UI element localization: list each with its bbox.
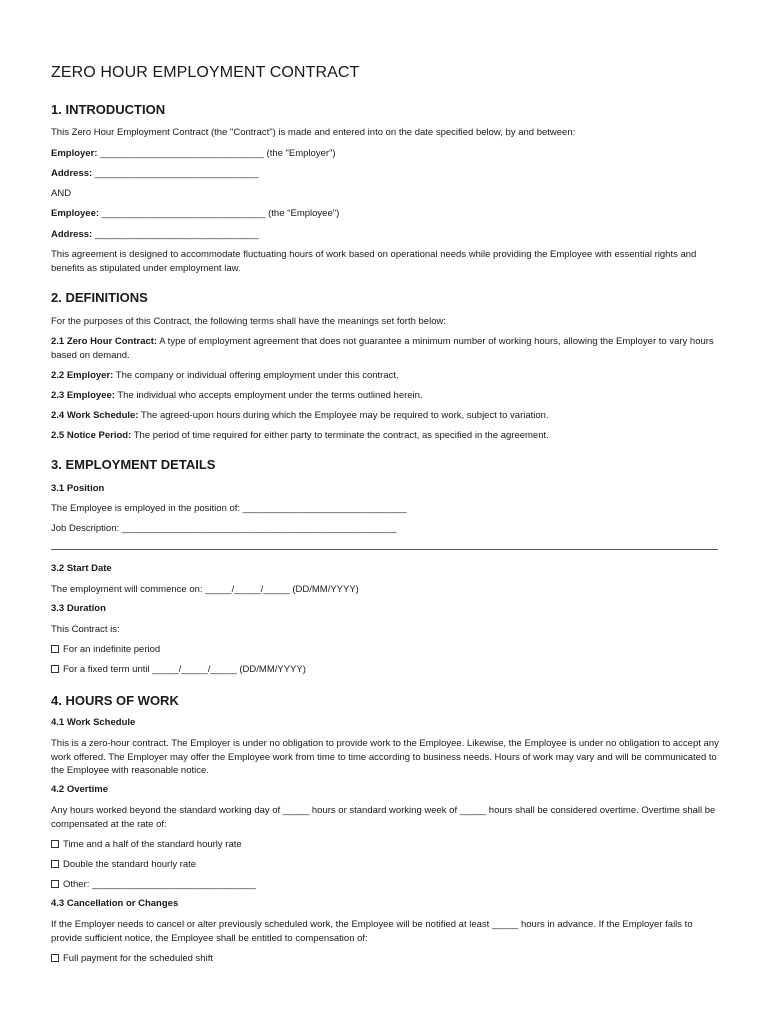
definition-notice-period (51, 429, 549, 443)
definition-text: The agreed-upon hours during which the Employee may be required to work, subject to variation. (138, 410, 549, 421)
intro-paragraph: This Zero Hour Employment Contract (the "Contract") is made and entered into on the date specified below, by and between: (51, 127, 576, 138)
checkbox[interactable] (51, 840, 59, 848)
employer-address-line (51, 167, 259, 181)
definition-term: 2.4 Work Schedule: (51, 410, 139, 421)
employee-line (51, 207, 339, 221)
definition-employer (51, 369, 399, 383)
employee-address-label: Address: (51, 229, 93, 240)
checkbox[interactable] (51, 665, 59, 673)
employee-address-line (51, 228, 259, 242)
work-schedule-paragraph: This is a zero-hour contract. The Employer is under no obligation to provide work to the Employee. Likewise, the Employee is under no obligation to accept any work offered. The Employer may offer the Employee work from time to time according to business needs. Hours of work may vary and will be communicated to the Employee with reasonable notice. (51, 738, 719, 776)
definition-work-schedule (51, 409, 549, 423)
option-label: For an indefinite period (63, 644, 161, 655)
employee-label: Employee: (51, 208, 100, 219)
definition-text: The company or individual offering employment under this contract. (113, 370, 399, 381)
employer-address-label: Address: (51, 168, 93, 179)
cancellation-option-full-payment (51, 952, 213, 966)
cancellation-heading: 4.3 Cancellation or Changes (51, 898, 179, 909)
section-1-heading: 1. INTRODUCTION (51, 102, 166, 117)
checkbox[interactable] (51, 860, 59, 868)
employer-field[interactable]: _______________________________ (the "Employer") (97, 148, 336, 159)
job-description-line[interactable] (51, 549, 718, 550)
checkbox[interactable] (51, 954, 59, 962)
section-4-heading: 4. HOURS OF WORK (51, 693, 179, 708)
job-description-field[interactable]: Job Description: ____________________________________________________ (51, 523, 397, 534)
option-label: Time and a half of the standard hourly rate (63, 839, 242, 850)
option-label: Double the standard hourly rate (63, 859, 197, 870)
position-field[interactable]: The Employee is employed in the position of: _______________________________ (51, 503, 407, 514)
option-indefinite (51, 643, 160, 657)
start-date-field[interactable]: The employment will commence on: _____/_____/_____ (DD/MM/YYYY) (51, 584, 359, 595)
definition-term: 2.2 Employer: (51, 370, 114, 381)
cancellation-paragraph: If the Employer needs to cancel or alter previously scheduled work, the Employee will be notified at least _____ hours in advance. If the Employer fails to provide sufficient notice, the Employee shall be entitled to compensation of: (51, 919, 693, 944)
definition-term: 2.3 Employee: (51, 390, 115, 401)
document-title: ZERO HOUR EMPLOYMENT CONTRACT (51, 64, 360, 81)
option-label: For a fixed term until _____/_____/_____ (DD/MM/YYYY) (63, 664, 306, 675)
definition-term: 2.5 Notice Period: (51, 430, 132, 441)
definition-zero-hour (51, 335, 723, 362)
option-label: Full payment for the scheduled shift (63, 953, 213, 964)
definition-text: The period of time required for either party to terminate the contract, as specified in the agreement. (131, 430, 549, 441)
employee-address-field[interactable]: _______________________________ (92, 229, 259, 240)
overtime-heading: 4.2 Overtime (51, 784, 109, 795)
employer-label: Employer: (51, 148, 98, 159)
overtime-paragraph: Any hours worked beyond the standard working day of _____ hours or standard working week of _____ hours shall be considered overtime. Overtime shall be compensated at the rate of: (51, 805, 716, 830)
overtime-option-time-and-half (51, 838, 242, 852)
definition-text: A type of employment agreement that does not guarantee a minimum number of working hours, allowing the Employer to vary hours based on demand. (51, 336, 714, 361)
employer-line (51, 147, 336, 161)
start-date-heading: 3.2 Start Date (51, 563, 112, 574)
work-schedule-heading: 4.1 Work Schedule (51, 717, 136, 728)
agreement-paragraph: This agreement is designed to accommodate fluctuating hours of work based on operational needs while providing the Employee with essential rights and benefits as stipulated under employment law. (51, 249, 697, 274)
definition-employee (51, 389, 423, 403)
duration-heading: 3.3 Duration (51, 603, 106, 614)
option-fixed-term (51, 663, 306, 677)
overtime-option-other (51, 878, 256, 892)
employee-field[interactable]: _______________________________ (the "Employee") (99, 208, 340, 219)
checkbox[interactable] (51, 880, 59, 888)
definition-term: 2.1 Zero Hour Contract: (51, 336, 158, 347)
position-heading: 3.1 Position (51, 483, 105, 494)
definition-text: The individual who accepts employment under the terms outlined herein. (114, 390, 423, 401)
employer-address-field[interactable]: _______________________________ (92, 168, 259, 179)
definitions-intro: For the purposes of this Contract, the following terms shall have the meanings set forth below: (51, 316, 446, 327)
and-text: AND (51, 188, 72, 199)
option-label[interactable]: Other: _______________________________ (63, 879, 256, 890)
overtime-option-double (51, 858, 196, 872)
duration-text: This Contract is: (51, 624, 120, 635)
section-3-heading: 3. EMPLOYMENT DETAILS (51, 457, 216, 472)
section-2-heading: 2. DEFINITIONS (51, 290, 148, 305)
checkbox[interactable] (51, 645, 59, 653)
